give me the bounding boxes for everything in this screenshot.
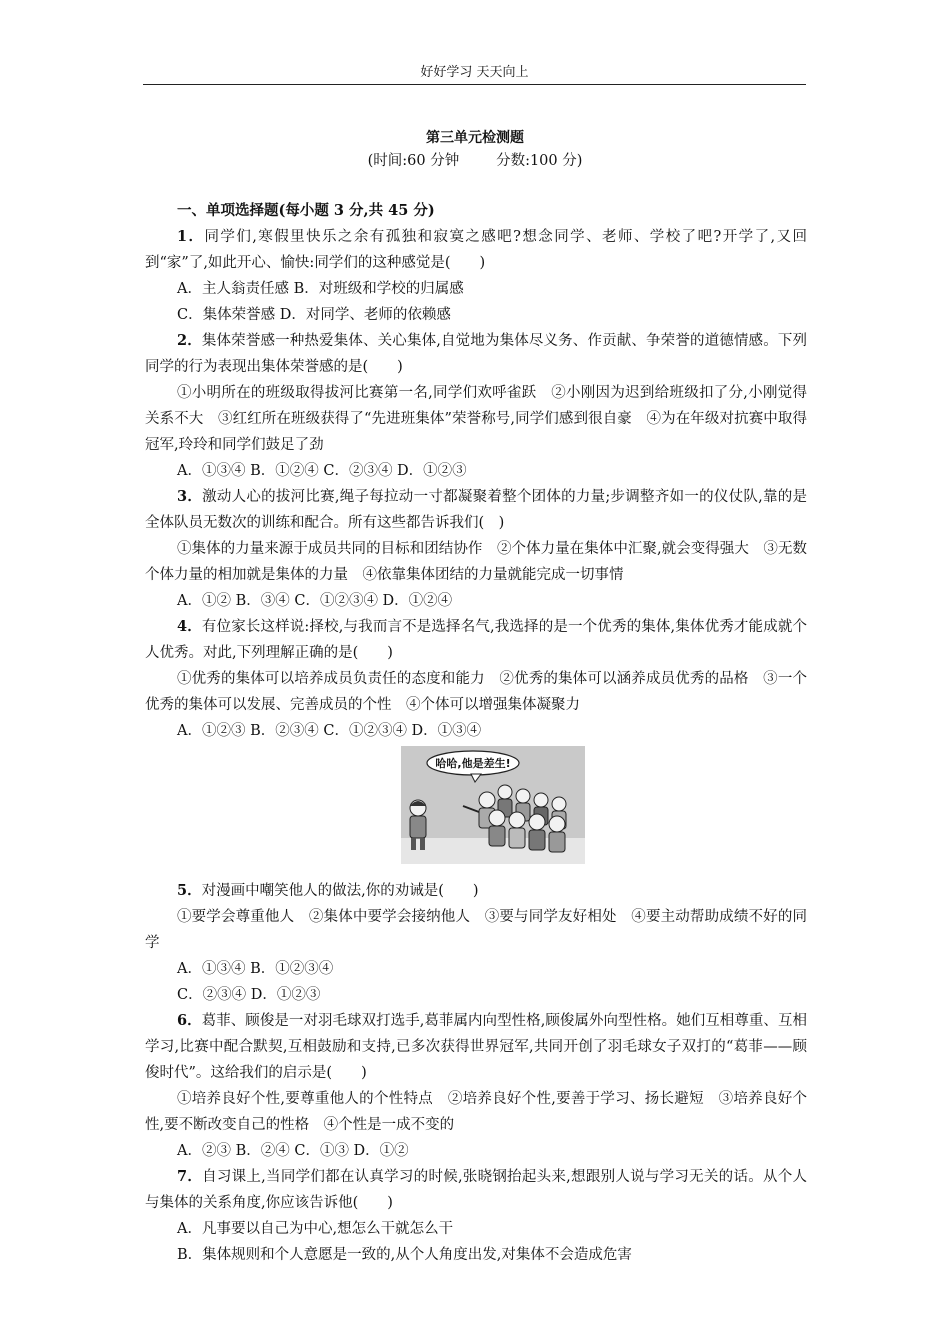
option-line: A．①② B．③④ C．①②③④ D．①②④ [177,593,453,609]
question-items: ①优秀的集体可以培养成员负责任的态度和能力 ②优秀的集体可以涵养成员优秀的品格 ③一个优秀的集体可以发展、完善成员的个性 ④个体可以增强集体凝聚力 [145,671,807,713]
question-5 [145,878,807,904]
option-line: B．集体规则和个人意愿是一致的,从个人角度出发,对集体不会造成危害 [177,1247,632,1263]
cartoon-illustration [401,746,585,864]
question-number: 3． [177,488,203,505]
page-subtitle: (时间:60 分钟 分数:100 分) [367,153,583,169]
question-stem: 对漫画中嘲笑他人的做法,你的劝诫是( ) [201,883,479,899]
question-stem: 自习课上,当同学们都在认真学习的时候,张晓钢抬起头来,想跟别人说与学习无关的话。从个人与集体的关系角度,你应该告诉他( ) [145,1169,808,1211]
question-number: 1． [177,228,205,245]
cartoon-speech: 哈哈,他是差生! [435,757,511,770]
question-stem: 葛菲、顾俊是一对羽毛球双打选手,葛菲属内向型性格,顾俊属外向型性格。她们互相尊重、互相学习,比赛中配合默契,互相鼓励和支持,已多次获得世界冠军,共同开创了羽毛球女子双打的“葛菲——顾俊时代”。这给我们的启示是( ) [145,1013,807,1081]
option-line: A．主人翁责任感 B．对班级和学校的归属感 [177,281,464,297]
question-2 [145,328,807,380]
question-number: 6． [177,1012,202,1029]
question-number: 2． [177,332,202,349]
question-number: 7． [177,1168,203,1185]
question-3 [145,484,807,536]
question-items: ①要学会尊重他人 ②集体中要学会接纳他人 ③要与同学友好相处 ④要主动帮助成绩不好的同学 [145,909,807,951]
question-stem: 有位家长这样说:择校,与我而言不是选择名气,我选择的是一个优秀的集体,集体优秀才能成就个人优秀。对此,下列理解正确的是( ) [145,619,807,661]
cartoon-container [145,746,807,874]
option-line: A．①③④ B．①②④ C．②③④ D．①②③ [177,463,467,479]
question-stem: 激动人心的拔河比赛,绳子每拉动一寸都凝聚着整个团体的力量;步调整齐如一的仪仗队,靠的是全体队员无数次的训练和配合。所有这些都告诉我们( ) [145,489,807,531]
question-items: ①小明所在的班级取得拔河比赛第一名,同学们欢呼雀跃 ②小刚因为迟到给班级扣了分,小刚觉得关系不大 ③红红所在班级获得了“先进班集体”荣誉称号,同学们感到很自豪 ④为在年级对抗赛中取得冠军,玲玲和同学们鼓足了劲 [145,385,807,453]
question-stem: 同学们,寒假里快乐之余有孤独和寂寞之感吧?想念同学、老师、学校了吧?开学了,又回到“家”了,如此开心、愉快:同学们的这种感觉是( ) [145,229,807,271]
option-line: A．凡事要以自己为中心,想怎么干就怎么干 [177,1221,454,1237]
question-6 [145,1008,807,1086]
question-items: ①培养良好个性,要尊重他人的个性特点 ②培养良好个性,要善于学习、扬长避短 ③培养良好个性,要不断改变自己的性格 ④个性是一成不变的 [145,1091,807,1133]
option-line: C．②③④ D．①②③ [177,987,321,1003]
question-number: 4． [177,618,202,635]
question-stem: 集体荣誉感一种热爱集体、关心集体,自觉地为集体尽义务、作贡献、争荣誉的道德情感。下列同学的行为表现出集体荣誉感的是( ) [145,333,807,375]
page-header: 好好学习 天天向上 [143,64,806,85]
question-number: 5． [177,882,202,899]
question-items: ①集体的力量来源于成员共同的目标和团结协作 ②个体力量在集体中汇聚,就会变得强大 ③无数个体力量的相加就是集体的力量 ④依靠集体团结的力量就能完成一切事情 [145,541,807,583]
page-title: 第三单元检测题 [426,130,524,146]
exam-content [145,198,807,1268]
option-line: A．①③④ B．①②③④ [177,961,334,977]
option-line: C．集体荣誉感 D．对同学、老师的依赖感 [177,307,451,323]
question-7 [145,1164,807,1216]
section-heading: 一、单项选择题(每小题 3 分,共 45 分) [177,202,435,219]
question-4 [145,614,807,666]
option-line: A．②③ B．②④ C．①③ D．①② [177,1143,409,1159]
question-1 [145,224,807,276]
option-line: A．①②③ B．②③④ C．①②③④ D．①③④ [177,723,482,739]
